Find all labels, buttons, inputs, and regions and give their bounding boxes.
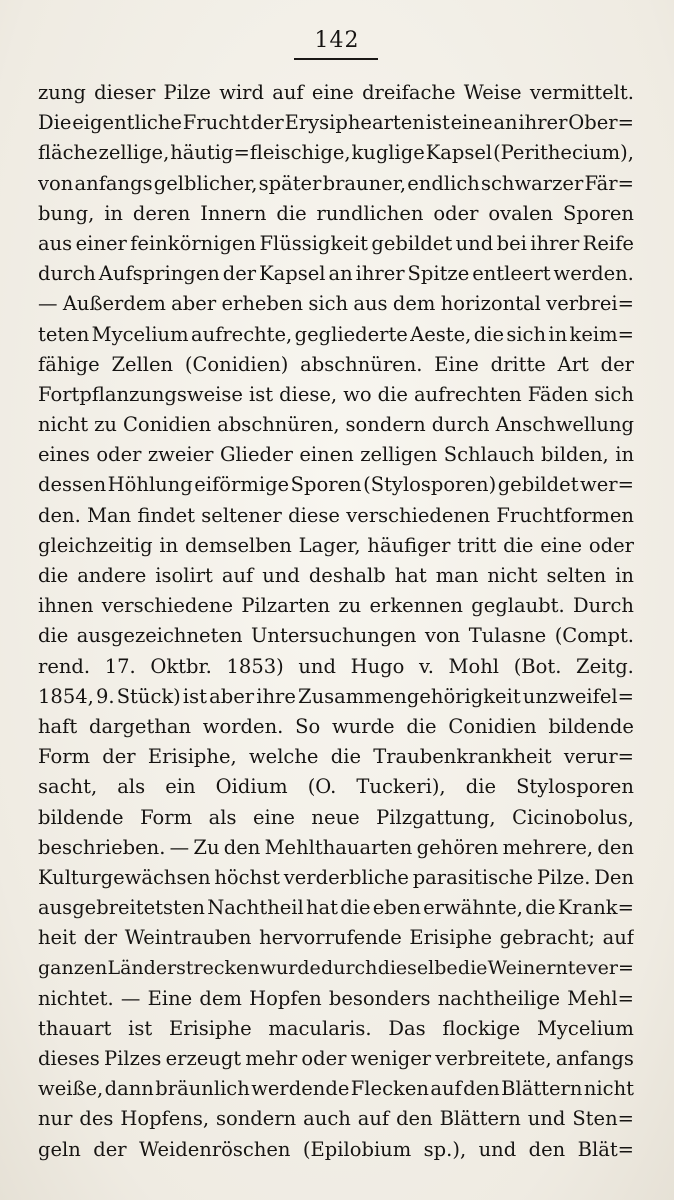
- text-line: nichtet. — Eine dem Hopfen besonders nachtheilige Mehl=: [38, 986, 634, 1010]
- text-line: ausgebreitetsten Nachtheil hat die eben erwähnte, die Krank=: [38, 896, 634, 920]
- page-number: 142: [314, 28, 360, 53]
- text-line: Kulturgewächsen höchst verderbliche parasitische Pilze. Den: [38, 865, 634, 889]
- text-line: dessen Höhlung eiförmige Sporen (Stylosporen) gebildet wer=: [38, 473, 634, 497]
- text-line: zung dieser Pilze wird auf eine dreifache Weise vermittelt.: [38, 81, 634, 104]
- text-line: thauart ist Erisiphe macularis. Das flockige Mycelium: [38, 1016, 634, 1040]
- text-line: dieses Pilzes erzeugt mehr oder weniger verbreitete, anfangs: [38, 1047, 634, 1070]
- text-line: bildende Form als eine neue Pilzgattung, Cicinobolus,: [38, 805, 634, 829]
- text-line: fläche zellige, häutig=fleischige, kuglige Kapsel (Perithecium),: [38, 141, 634, 165]
- text-line: — Außerdem aber erheben sich aus dem horizontal verbrei=: [38, 292, 634, 316]
- text-line: gleichzeitig in demselben Lager, häufiger tritt die eine oder: [38, 533, 634, 557]
- text-line: die ausgezeichneten Untersuchungen von Tulasne (Compt.: [38, 624, 634, 648]
- text-line: geln der Weidenröschen (Epilobium sp.), und den Blät=: [38, 1137, 634, 1161]
- text-line: aus einer feinkörnigen Flüssigkeit gebildet und bei ihrer Reife: [38, 231, 634, 255]
- text-line: ganzen Länderstrecken wurde durch dieselbe die Weinernte ver=: [38, 957, 634, 980]
- text-line: rend. 17. Oktbr. 1853) und Hugo v. Mohl (Bot. Zeitg.: [38, 654, 634, 678]
- text-line: den. Man findet seltener diese verschiedenen Fruchtformen: [38, 503, 634, 527]
- body-text: [38, 78, 634, 1165]
- text-line: weiße, dann bräunlich werdende Flecken auf den Blättern nicht: [38, 1077, 634, 1101]
- text-line: Die eigentliche Frucht der Erysiphearten ist eine an ihrer Ober=: [38, 111, 634, 135]
- text-line: eines oder zweier Glieder einen zelligen Schlauch bilden, in: [38, 443, 634, 467]
- text-line: 1854, 9. Stück) ist aber ihre Zusammengehörigkeit unzweifel=: [38, 684, 634, 708]
- text-line: heit der Weintrauben hervorrufende Erisiphe gebracht; auf: [38, 926, 634, 950]
- text-line: durch Aufspringen der Kapsel an ihrer Spitze entleert werden.: [38, 262, 634, 286]
- text-line: die andere isolirt auf und deshalb hat man nicht selten in: [38, 564, 634, 587]
- text-line: haft dargethan worden. So wurde die Conidien bildende: [38, 714, 634, 738]
- text-line: Fortpflanzungsweise ist diese, wo die aufrechten Fäden sich: [38, 382, 634, 406]
- text-line: teten Mycelium aufrechte, gegliederte Aeste, die sich in keim=: [38, 322, 634, 346]
- text-line: beschrieben. — Zu den Mehlthauarten gehören mehrere, den: [38, 835, 634, 859]
- text-line: ihnen verschiedene Pilzarten zu erkennen geglaubt. Durch: [38, 594, 634, 618]
- text-line: Form der Erisiphe, welche die Traubenkrankheit verur=: [38, 745, 634, 769]
- text-line: fähige Zellen (Conidien) abschnüren. Eine dritte Art der: [38, 352, 634, 376]
- text-line: nicht zu Conidien abschnüren, sondern durch Anschwellung: [38, 413, 634, 437]
- text-line: nur des Hopfens, sondern auch auf den Blättern und Sten=: [38, 1107, 634, 1131]
- text-line: bung, in deren Innern die rundlichen oder ovalen Sporen: [38, 201, 634, 225]
- text-line: von anfangs gelblicher, später brauner, endlich schwarzer Fär=: [38, 171, 634, 195]
- text-line: sacht, als ein Oidium (O. Tuckeri), die Stylosporen: [38, 775, 634, 799]
- header-rule: [294, 58, 378, 60]
